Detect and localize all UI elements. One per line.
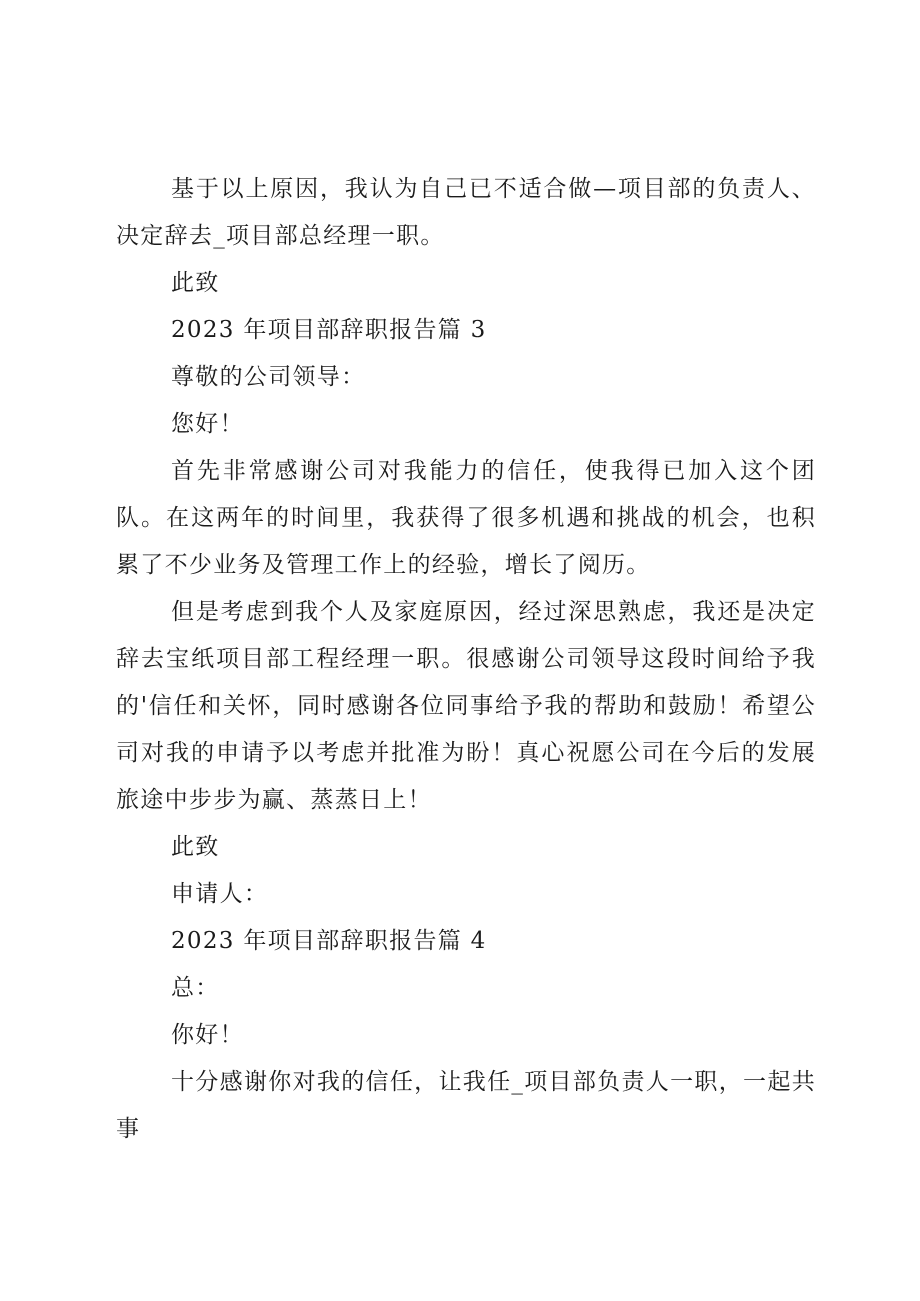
- greeting-ninhao: 您好！: [171, 411, 244, 437]
- closing-cizhi-2: 此致: [171, 834, 220, 860]
- salutation-leaders: 尊敬的公司领导：: [171, 364, 366, 390]
- paragraph-trust: 十分感谢你对我的信任，让我任_项目部负责人一职，一起共事: [116, 1069, 816, 1142]
- paragraph-thanks: 首先非常感谢公司对我能力的信任，使我得已加入这个团队。在这两年的时间里，我获得了很多机遇和挑战的机会，也积累了不少业务及管理工作上的经验，增长了阅历。: [116, 458, 816, 578]
- greeting-nihao: 你好！: [171, 1022, 244, 1048]
- applicant-label: 申请人：: [171, 881, 269, 907]
- section-heading-4: 2023 年项目部辞职报告篇 4: [171, 928, 487, 954]
- closing-cizhi-1: 此致: [171, 270, 220, 296]
- salutation-zong: 总：: [171, 975, 220, 1001]
- document-body: [116, 166, 816, 1153]
- section-heading-3: 2023 年项目部辞职报告篇 3: [171, 317, 487, 343]
- paragraph-reason: 基于以上原因，我认为自己已不适合做—项目部的负责人、决定辞去_项目部总经理一职。: [116, 176, 816, 249]
- paragraph-decision: 但是考虑到我个人及家庭原因，经过深思熟虑，我还是决定辞去宝纸项目部工程经理一职。很感谢公司领导这段时间给予我的'信任和关怀，同时感谢各位同事给予我的帮助和鼓励！希望公司对我的申请予以考虑并批准为盼！真心祝愿公司在今后的发展旅途中步步为赢、蒸蒸日上！: [116, 599, 816, 813]
